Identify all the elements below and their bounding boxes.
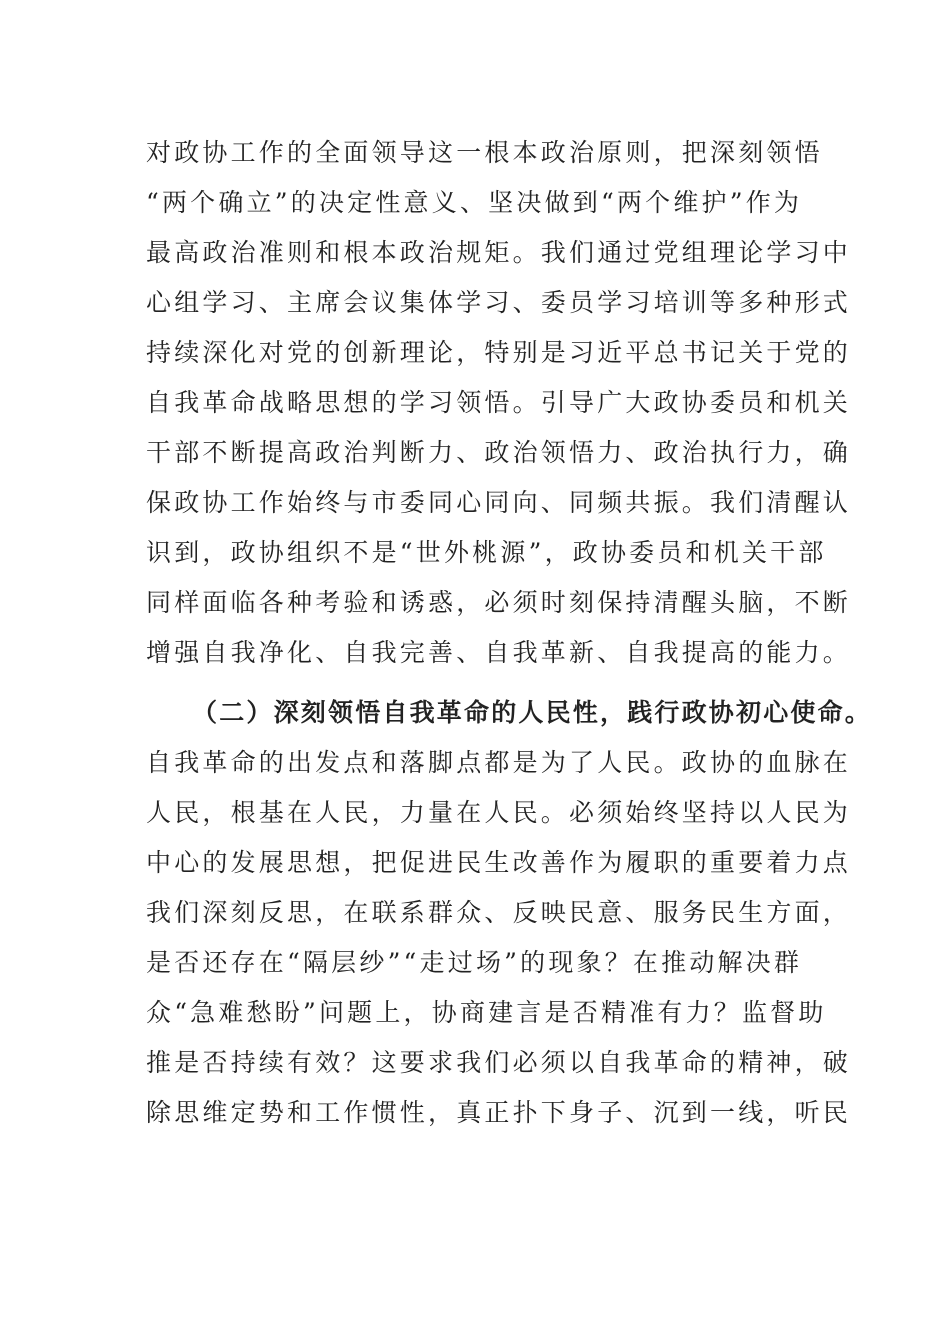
paragraph-line: 是否还存在“隔层纱”“走过场”的现象？在推动解决群 (146, 948, 803, 977)
paragraph-line: 中心的发展思想，把促进民生改善作为履职的重要着力点 (146, 848, 852, 877)
paragraph-line: 人民，根基在人民，力量在人民。必须始终坚持以人民为 (146, 798, 852, 827)
paragraph-line: 干部不断提高政治判断力、政治领悟力、政治执行力，确 (146, 438, 852, 467)
paragraph-line: 自我革命的出发点和落脚点都是为了人民。政协的血脉在 (146, 748, 852, 777)
paragraph-line: 持续深化对党的创新理论，特别是习近平总书记关于党的 (146, 338, 852, 367)
section-heading: （二）深刻领悟自我革命的人民性，践行政协初心使命。 (192, 698, 873, 727)
paragraph-line: 除思维定势和工作惯性，真正扑下身子、沉到一线，听民 (146, 1098, 852, 1127)
paragraph-line: 推是否持续有效？这要求我们必须以自我革命的精神，破 (146, 1048, 852, 1077)
paragraph-line: “两个确立”的决定性意义、坚决做到“两个维护”作为 (146, 188, 803, 217)
paragraph-line: 保政协工作始终与市委同心同向、同频共振。我们清醒认 (146, 488, 852, 517)
paragraph-line: 增强自我净化、自我完善、自我革新、自我提高的能力。 (146, 638, 852, 667)
paragraph-line: 自我革命战略思想的学习领悟。引导广大政协委员和机关 (146, 388, 852, 417)
paragraph-line: 我们深刻反思，在联系群众、反映民意、服务民生方面， (146, 898, 852, 927)
paragraph-line: 对政协工作的全面领导这一根本政治原则，把深刻领悟 (146, 138, 823, 167)
paragraph-line: 众“急难愁盼”问题上，协商建言是否精准有力？监督助 (146, 998, 827, 1027)
paragraph-line: 同样面临各种考验和诱惑，必须时刻保持清醒头脑，不断 (146, 588, 852, 617)
paragraph-line: 最高政治准则和根本政治规矩。我们通过党组理论学习中 (146, 238, 852, 267)
paragraph-line: 识到，政协组织不是“世外桃源”，政协委员和机关干部 (146, 538, 827, 567)
paragraph-line: 心组学习、主席会议集体学习、委员学习培训等多种形式 (146, 288, 852, 317)
